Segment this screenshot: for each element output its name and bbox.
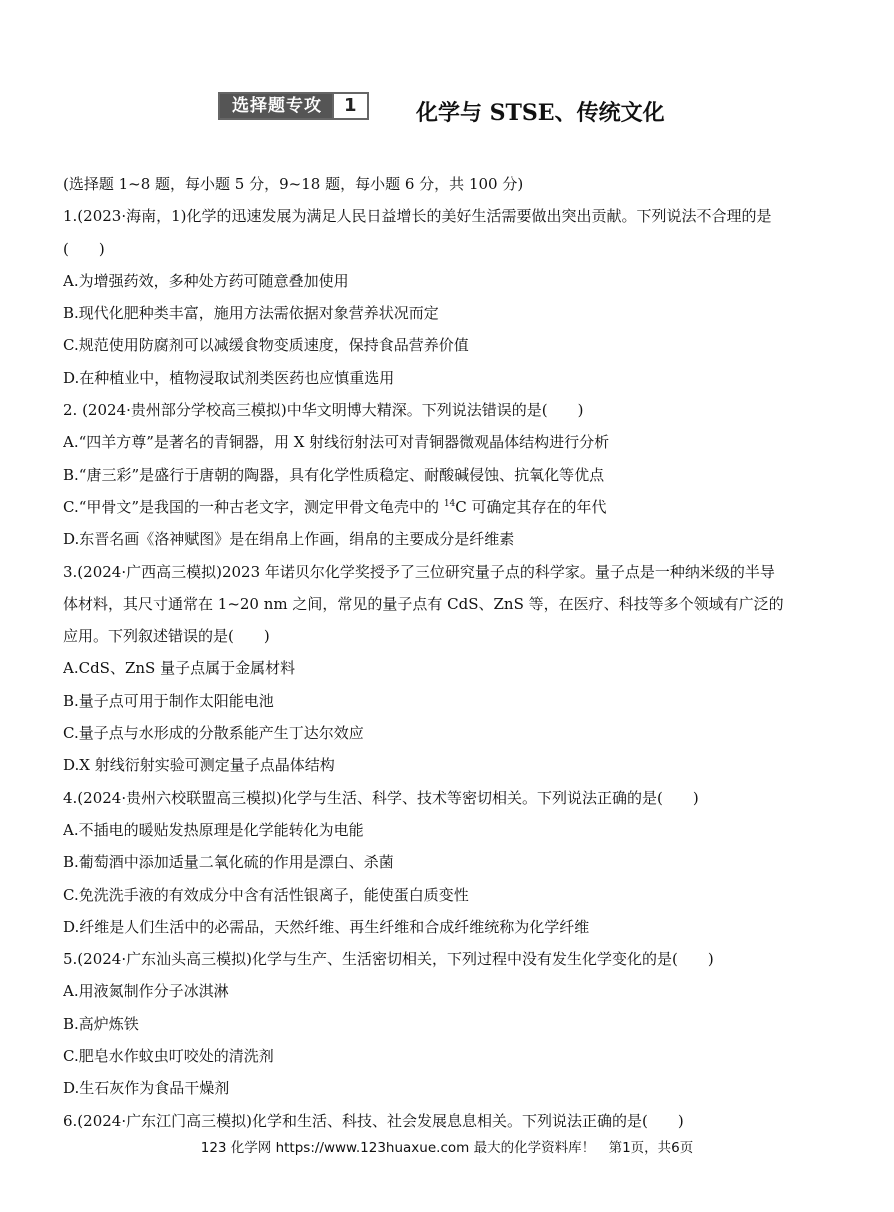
isotope-mass-number: 14: [443, 498, 456, 509]
question-5-option-a: A.用液氮制作分子冰淇淋: [63, 982, 229, 1001]
page-footer: 123 化学网 https://www.123huaxue.com 最大的化学资料库！ 第1页，共6页: [200, 1140, 694, 1156]
question-content: [63, 168, 833, 1137]
question-1-stem-line-2: ( ): [63, 239, 105, 258]
question-3-option-b: B.量子点可用于制作太阳能电池: [63, 691, 274, 710]
question-1-option-d: D.在种植业中，植物浸取试剂类医药也应慎重选用: [63, 368, 395, 387]
question-3-stem-line-1: 3.(2024·广西高三模拟)2023 年诺贝尔化学奖授予了三位研究量子点的科学家。量子点是一种纳米级的半导: [63, 562, 775, 581]
question-1-stem-line-1: 1.(2023·海南，1)化学的迅速发展为满足人民日益增长的美好生活需要做出突出贡献。下列说法不合理的是: [63, 207, 772, 226]
question-3-option-c: C.量子点与水形成的分散系能产生丁达尔效应: [63, 724, 364, 743]
section-header: [218, 90, 838, 130]
question-4-option-a: A.不插电的暖贴发热原理是化学能转化为电能: [63, 820, 364, 839]
question-4-option-b: B.葡萄酒中添加适量二氧化硫的作用是漂白、杀菌: [63, 853, 394, 872]
question-4-stem: 4.(2024·贵州六校联盟高三模拟)化学与生活、科学、技术等密切相关。下列说法正确的是( ): [63, 788, 699, 807]
page-title: 化学与 STSE、传统文化: [416, 100, 665, 126]
question-1-option-b: B.现代化肥种类丰富，施用方法需依据对象营养状况而定: [63, 304, 439, 323]
question-5-option-d: D.生石灰作为食品干燥剂: [63, 1079, 230, 1098]
question-4-option-c: C.免洗洗手液的有效成分中含有活性银离子，能使蛋白质变性: [63, 885, 469, 904]
question-5-option-c: C.肥皂水作蚊虫叮咬处的清洗剂: [63, 1047, 274, 1066]
question-2-option-a: A.“四羊方尊”是著名的青铜器，用 X 射线衍射法可对青铜器微观晶体结构进行分析: [63, 433, 610, 452]
question-3-stem-line-2: 体材料，其尺寸通常在 1~20 nm 之间，常见的量子点有 CdS、ZnS 等，在医疗、科技等多个领域有广泛的: [63, 594, 784, 613]
question-5-stem: 5.(2024·广东汕头高三模拟)化学与生产、生活密切相关，下列过程中没有发生化学变化的是( ): [63, 950, 714, 969]
question-3-option-d: D.X 射线衍射实验可测定量子点晶体结构: [63, 756, 335, 775]
option-c-head: C.“甲骨文”是我国的一种古老文字，测定甲骨文龟壳中的: [63, 497, 444, 516]
badge-number: 1: [332, 94, 367, 118]
question-2-stem: 2. (2024·贵州部分学校高三模拟)中华文明博大精深。下列说法错误的是( ): [63, 401, 584, 420]
question-3-stem-line-3: 应用。下列叙述错误的是( ): [63, 627, 270, 646]
question-2-option-c: [63, 491, 833, 523]
instructions: (选择题 1~8 题，每小题 5 分，9~18 题，每小题 6 分，共 100 分): [63, 175, 524, 193]
question-1-option-c: C.规范使用防腐剂可以减缓食物变质速度，保持食品营养价值: [63, 336, 469, 355]
question-2-option-b: B.“唐三彩”是盛行于唐朝的陶器，具有化学性质稳定、耐酸碱侵蚀、抗氧化等优点: [63, 465, 605, 484]
question-6-stem: 6.(2024·广东江门高三模拟)化学和生活、科技、社会发展息息相关。下列说法正确的是( ): [63, 1111, 684, 1130]
section-badge: [218, 92, 369, 120]
question-4-option-d: D.纤维是人们生活中的必需品，天然纤维、再生纤维和合成纤维统称为化学纤维: [63, 917, 590, 936]
question-5-option-b: B.高炉炼铁: [63, 1014, 139, 1033]
question-3-option-a: A.CdS、ZnS 量子点属于金属材料: [63, 659, 296, 678]
badge-label: 选择题专攻: [232, 96, 322, 116]
option-c-tail: C 可确定其存在的年代: [455, 497, 607, 516]
question-2-option-d: D.东晋名画《洛神赋图》是在绢帛上作画，绢帛的主要成分是纤维素: [63, 530, 515, 549]
question-1-option-a: A.为增强药效，多种处方药可随意叠加使用: [63, 271, 349, 290]
